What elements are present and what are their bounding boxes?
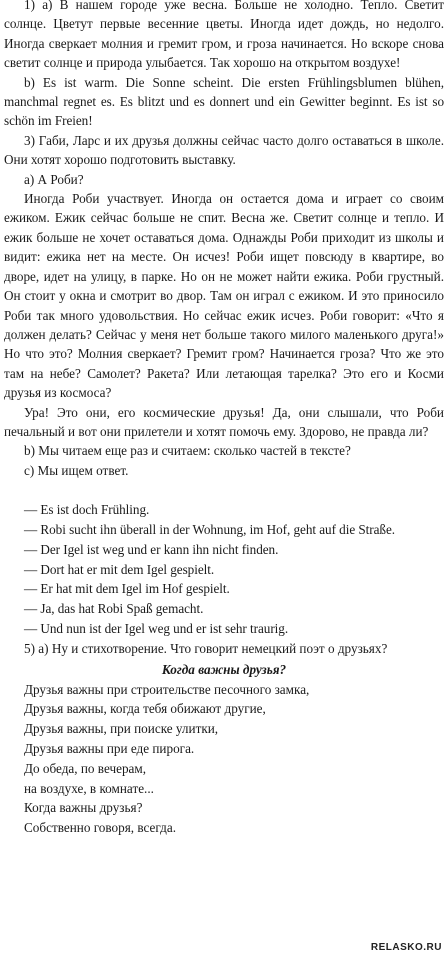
paragraph-robi-story: Иногда Роби участвует. Иногда он остается дома и играет со своим ежиком. Ежик сейчас больше не спит. Весна же. Светит солнце и тепло. И ежик больше не хочет оставаться дома. Однажды Роби приходит из школы и видит: ежика нет на месте. Он исчез! Роби ищет повсюду в квартире, во дворе, идет на улицу, в парке. Но он не может найти ежика. Роби грустный. Он стоит у окна и смотрит во двор. Там он играл с ежиком. И это приносило Роби так много удовольствия. Но сейчас ежик исчез. Роби говорит: «Что я должен делать? Сейчас у меня нет больше такого милого маленького друга!» Но что это? Молния сверкает? Гремит гром? Начинается гроза? Что же это там на небе? Самолет? Ракета? Или летающая тарелка? Это его и Косми друзья из космоса?	[4, 191, 444, 401]
poem-line: Друзья важны при еде пирога.	[24, 740, 195, 756]
spacer	[4, 480, 444, 500]
answer-line: — Dort hat er mit dem Igel gespielt.	[24, 561, 215, 577]
poem-line: До обеда, по вечерам,	[24, 760, 147, 776]
answer-line: — Es ist doch Frühling.	[24, 502, 150, 518]
poem-title: Когда важны друзья?	[161, 662, 287, 678]
paragraph-3a: а) А Роби?	[24, 171, 84, 187]
answer-line: — Der Igel ist weg und er kann ihn nicht finden.	[24, 541, 279, 557]
poem-line: Собственно говоря, всегда.	[24, 820, 177, 836]
poem-line: Друзья важны, когда тебя обижают другие,	[24, 701, 266, 717]
paragraph-5a: 5) а) Ну и стихотворение. Что говорит немецкий поэт о друзьях?	[24, 640, 388, 656]
answer-line: — Er hat mit dem Igel im Hof gespielt.	[24, 581, 230, 597]
paragraph-1a: 1) а) В нашем городе уже весна. Больше не холодно. Тепло. Светит солнце. Цветут первые весенние цветы. Иногда идет дождь, но недолго. Иногда сверкает молния и гремит гром, и гроза начинается. Но вскоре снова светит солнце и природа улыбается. Так хорошо на открытом воздухе!	[4, 0, 444, 71]
poem-line: Когда важны друзья?	[24, 800, 143, 816]
paragraph-3b: b) Мы читаем еще раз и считаем: сколько частей в тексте?	[24, 443, 351, 459]
paragraph-space-friends: Ура! Это они, его космические друзья! Да, они слышали, что Роби печальный и вот они прилетели и хотят помочь ему. Здорово, не правда ли?	[4, 404, 444, 439]
answer-line: — Robi sucht ihn überall in der Wohnung, im Hof, geht auf die Straße.	[24, 521, 396, 537]
paragraph-3: 3) Габи, Ларс и их друзья должны сейчас часто долго оставаться в школе. Они хотят хорошо подготовить выставку.	[4, 132, 444, 168]
poem-line: на воздухе, в комнате...	[24, 780, 154, 796]
poem-line: Друзья важны при строительстве песочного замка,	[24, 681, 310, 697]
site-watermark: RELASKO.RU	[370, 941, 442, 953]
answer-list	[4, 500, 444, 639]
paragraph-3c: c) Мы ищем ответ.	[24, 462, 129, 478]
poem	[4, 680, 444, 838]
answer-line: — Und nun ist der Igel weg und er ist sehr traurig.	[24, 620, 289, 636]
answer-line: — Ja, das hat Robi Spaß gemacht.	[24, 601, 204, 617]
paragraph-1b-german: b) Es ist warm. Die Sonne scheint. Die ersten Frühlingsblumen blühen, manchmal regnet es. Es blitzt und es donnert und ein Gewitter beginnt. Es ist so schön im Freien!	[4, 74, 444, 129]
poem-line: Друзья важны, при поиске улитки,	[24, 721, 219, 737]
